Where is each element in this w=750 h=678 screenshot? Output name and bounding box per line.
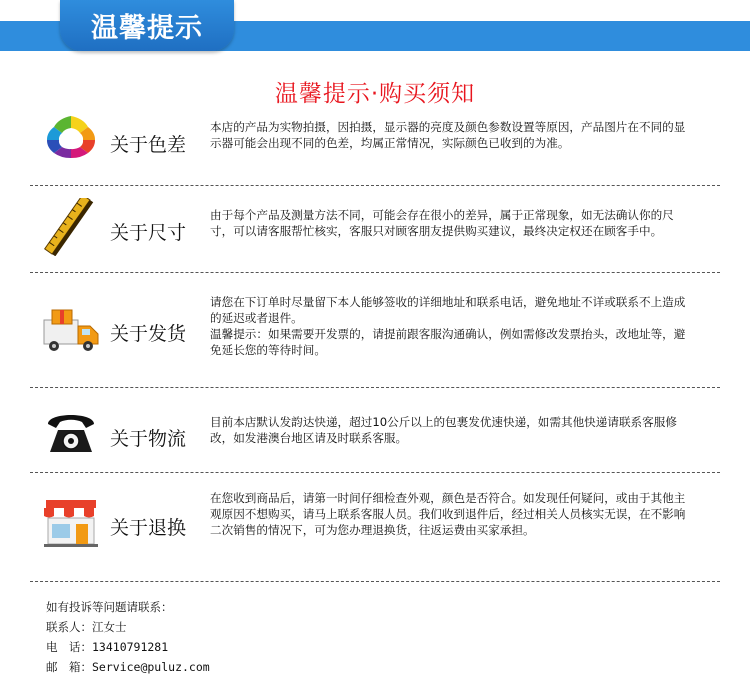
contact-phone-value: 13410791281: [92, 640, 169, 654]
section-text: 由于每个产品及测量方法不同，可能会存在很小的差异，属于正常现象，如无法确认你的尺寸，可以请客服帮忙核实，客服只对顾客朋友提供购买建议，最终决定权还在顾客手中。: [210, 208, 674, 238]
page-heading: 温馨提示·购买须知: [274, 81, 476, 107]
header-tab-title: 温馨提示: [91, 13, 203, 44]
section-text: [210, 294, 695, 358]
contact-phone-label: 电 话：: [46, 640, 92, 654]
contact-person: [46, 619, 127, 635]
tape-measure-icon: [40, 198, 102, 256]
telephone-icon: [40, 402, 102, 460]
contact-intro: 如有投诉等问题请联系：: [46, 600, 173, 614]
delivery-truck-icon: [40, 300, 102, 358]
section-label: 关于色差: [110, 134, 187, 156]
section-label: 关于发货: [110, 323, 187, 345]
section-text: 本店的产品为实物拍摄，因拍摄，显示器的亮度及颜色参数设置等原因，产品图片在不同的显示器可能会出现不同的色差，均属正常情况，实际颜色已收到的为准。: [210, 120, 686, 150]
contact-person-label: 联系人：: [46, 620, 92, 634]
section-label: 关于尺寸: [110, 222, 187, 244]
contact-email-value: Service@puluz.com: [92, 660, 210, 674]
section-divider: [30, 185, 720, 186]
section-divider: [30, 272, 720, 273]
contact-email-label: 邮 箱：: [46, 660, 92, 674]
section-text: 目前本店默认发韵达快递，超过10公斤以上的包裹发优速快递，如需其他快递请联系客服修改，如发港澳台地区请及时联系客服。: [210, 415, 677, 445]
section-label: 关于退换: [110, 517, 187, 539]
section-text: 在您收到商品后，请第一时间仔细检查外观，颜色是否符合。如发现任何疑问，或由于其他主观原因不想购买，请马上联系客服人员。我们收到退件后，经过相关人员核实无误，在不影响二次销售的情况下，可为您办理退换货，往返运费由买家承担。: [210, 491, 686, 537]
shop-icon: [40, 494, 102, 552]
color-wheel-icon: [40, 111, 102, 169]
section-paragraph: 温馨提示：如果需要开发票的，请提前跟客服沟通确认，例如需修改发票抬头，改地址等，避免延长您的等待时间。: [210, 327, 686, 357]
contact-email: [46, 659, 210, 675]
contact-person-value: 江女士: [92, 620, 127, 634]
section-divider: [30, 581, 720, 582]
section-divider: [30, 387, 720, 388]
contact-phone: [46, 639, 168, 655]
section-divider: [30, 472, 720, 473]
section-label: 关于物流: [110, 428, 187, 450]
section-paragraph: 请您在下订单时尽量留下本人能够签收的详细地址和联系电话，避免地址不详或联系不上造成的延迟或者退件。: [210, 295, 686, 325]
